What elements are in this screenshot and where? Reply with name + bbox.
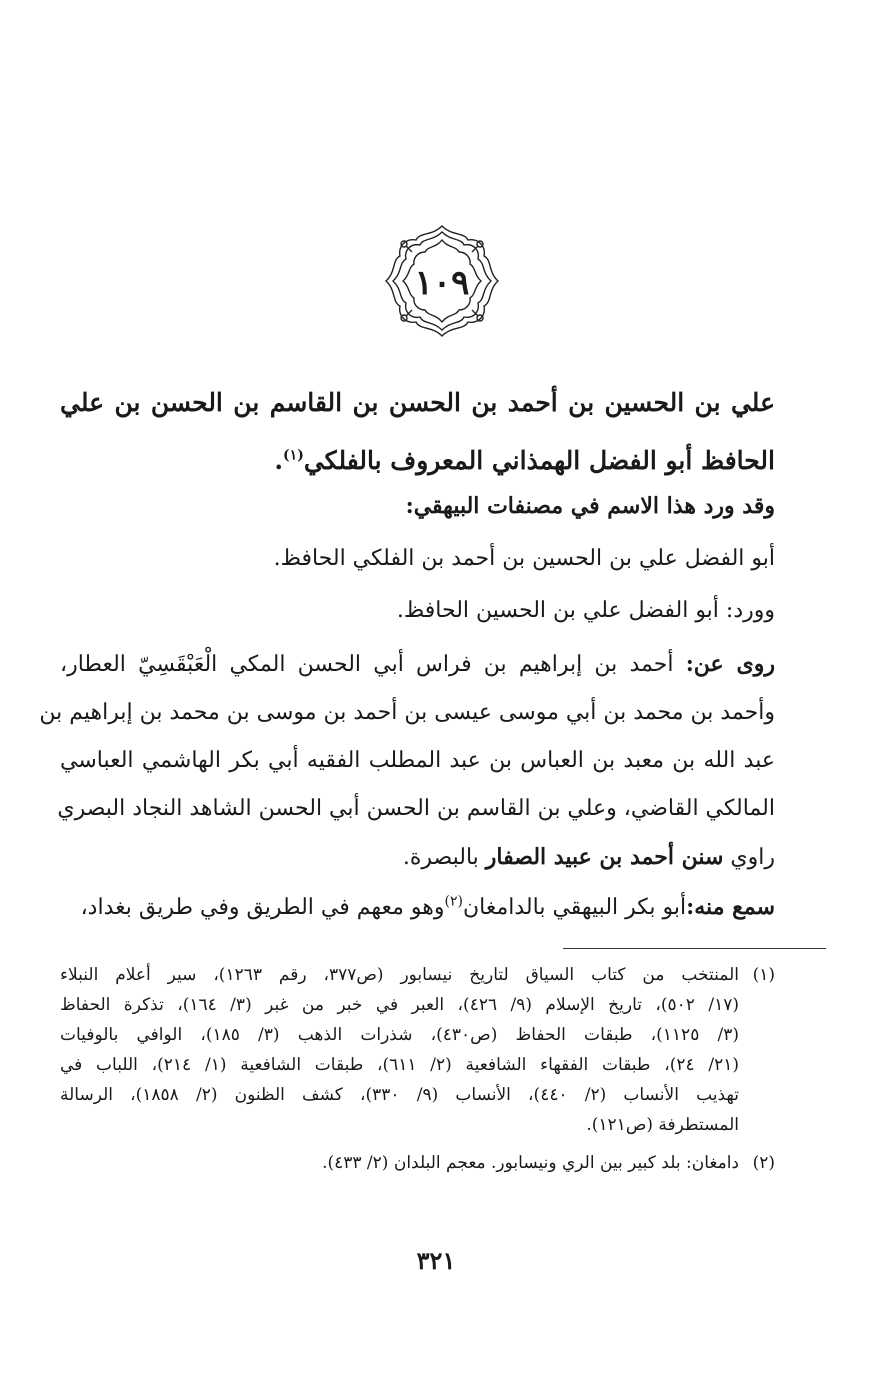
mention-intro <box>60 486 775 526</box>
heading-line-2 <box>60 432 775 490</box>
entry-number-ornament <box>382 222 502 340</box>
heading-line-1: علي بن الحسين بن أحمد بن الحسن بن القاسم بن الحسن بن علي <box>60 388 775 417</box>
narrated-line-5-post: بالبصرة. <box>402 845 479 870</box>
footnote-1-line: (١٧/ ٥٠٢)، تاريخ الإسلام (٩/ ٤٢٦)، العبر في خبر من غبر (٣/ ١٦٤)، تذكرة الحفاظ <box>60 995 740 1015</box>
book-title: سنن أحمد بن عبيد الصفار <box>485 844 724 870</box>
footnote-2-number: (٢) <box>752 1153 775 1173</box>
narrated-line-1 <box>60 640 775 689</box>
narrated-label: روى عن: <box>685 651 776 677</box>
narrated-from-section <box>39 640 776 882</box>
name-variant-1: أبو الفضل علي بن الحسين بن أحمد بن الفلكي الحافظ. <box>273 546 775 571</box>
footnote-1-line: (٣/ ١١٢٥)، طبقات الحفاظ (ص٤٣٠)، شذرات الذهب (٣/ ١٨٥)، الوافي بالوفيات <box>60 1025 740 1045</box>
footnote-1-line: المنتخب من كتاب السياق لتاريخ نيسابور (ص٣٧٧، رقم ١٢٦٣)، سير أعلام النبلاء <box>60 965 739 985</box>
listened-text-pre: أبو بكر البيهقي بالدامغان <box>463 895 687 920</box>
narrated-line-5 <box>60 833 775 882</box>
narrated-line-3: عبد الله بن معبد بن العباس بن عبد المطلب الفقيه أبي بكر الهاشمي العباسي <box>60 748 775 773</box>
footnote-ref-2[interactable]: (٢) <box>444 893 463 910</box>
heading-line-2-end: . <box>274 446 284 475</box>
listened-line <box>60 887 775 928</box>
listened-text-post: وهو معهم في الطريق وفي طريق بغداد، <box>80 895 445 920</box>
footnote-1-line: تهذيب الأنساب (٢/ ٤٤٠)، الأنساب (٩/ ٣٣٠)، كشف الظنون (٢/ ١٨٥٨)، الرسالة <box>60 1085 739 1105</box>
name-variants <box>60 533 775 637</box>
footnote-2 <box>60 1148 775 1178</box>
footnote-1-line: (٢١/ ٢٤)، طبقات الفقهاء الشافعية (٢/ ٦١١)، طبقات الشافعية (١/ ٢١٤)، اللباب في <box>60 1055 740 1075</box>
entry-number: ١٠٩ <box>414 263 470 303</box>
footnote-divider <box>563 948 826 949</box>
mention-intro-text: وقد ورد هذا الاسم في مصنفات البيهقي: <box>405 493 775 519</box>
heading-line-2-text: الحافظ أبو الفضل الهمذاني المعروف بالفلكي <box>303 446 775 475</box>
footnotes <box>60 960 775 1178</box>
page-number: ٣٢١ <box>416 1246 456 1275</box>
listened-label: سمع منه: <box>686 894 775 920</box>
narrated-line-2: وأحمد بن محمد بن أبي موسى عيسى بن أحمد بن موسى بن محمد بن إبراهيم بن <box>39 700 775 725</box>
footnote-ref-1[interactable]: (١) <box>283 447 304 464</box>
footnote-1-number: (١) <box>752 965 775 985</box>
name-variant-2: وورد: أبو الفضل علي بن الحسين الحافظ. <box>396 598 775 623</box>
heard-from-him-section <box>60 887 775 928</box>
narrated-line-1-text: أحمد بن إبراهيم بن فراس أبي الحسن المكي الْعَبْقَسِيّ العطار، <box>60 652 674 677</box>
footnote-1-line: المستطرفة (ص١٢١). <box>586 1115 739 1135</box>
narrated-line-4: المالكي القاضي، وعلي بن القاسم بن الحسن أبي الحسن الشاهد النجاد البصري <box>57 796 775 821</box>
narrated-line-5-pre: راوي <box>730 845 775 870</box>
footnote-1 <box>60 960 775 1140</box>
footnote-2-line: دامغان: بلد كبير بين الري ونيسابور. معجم البلدان (٢/ ٤٣٣). <box>322 1153 739 1173</box>
biography-heading <box>60 374 775 490</box>
